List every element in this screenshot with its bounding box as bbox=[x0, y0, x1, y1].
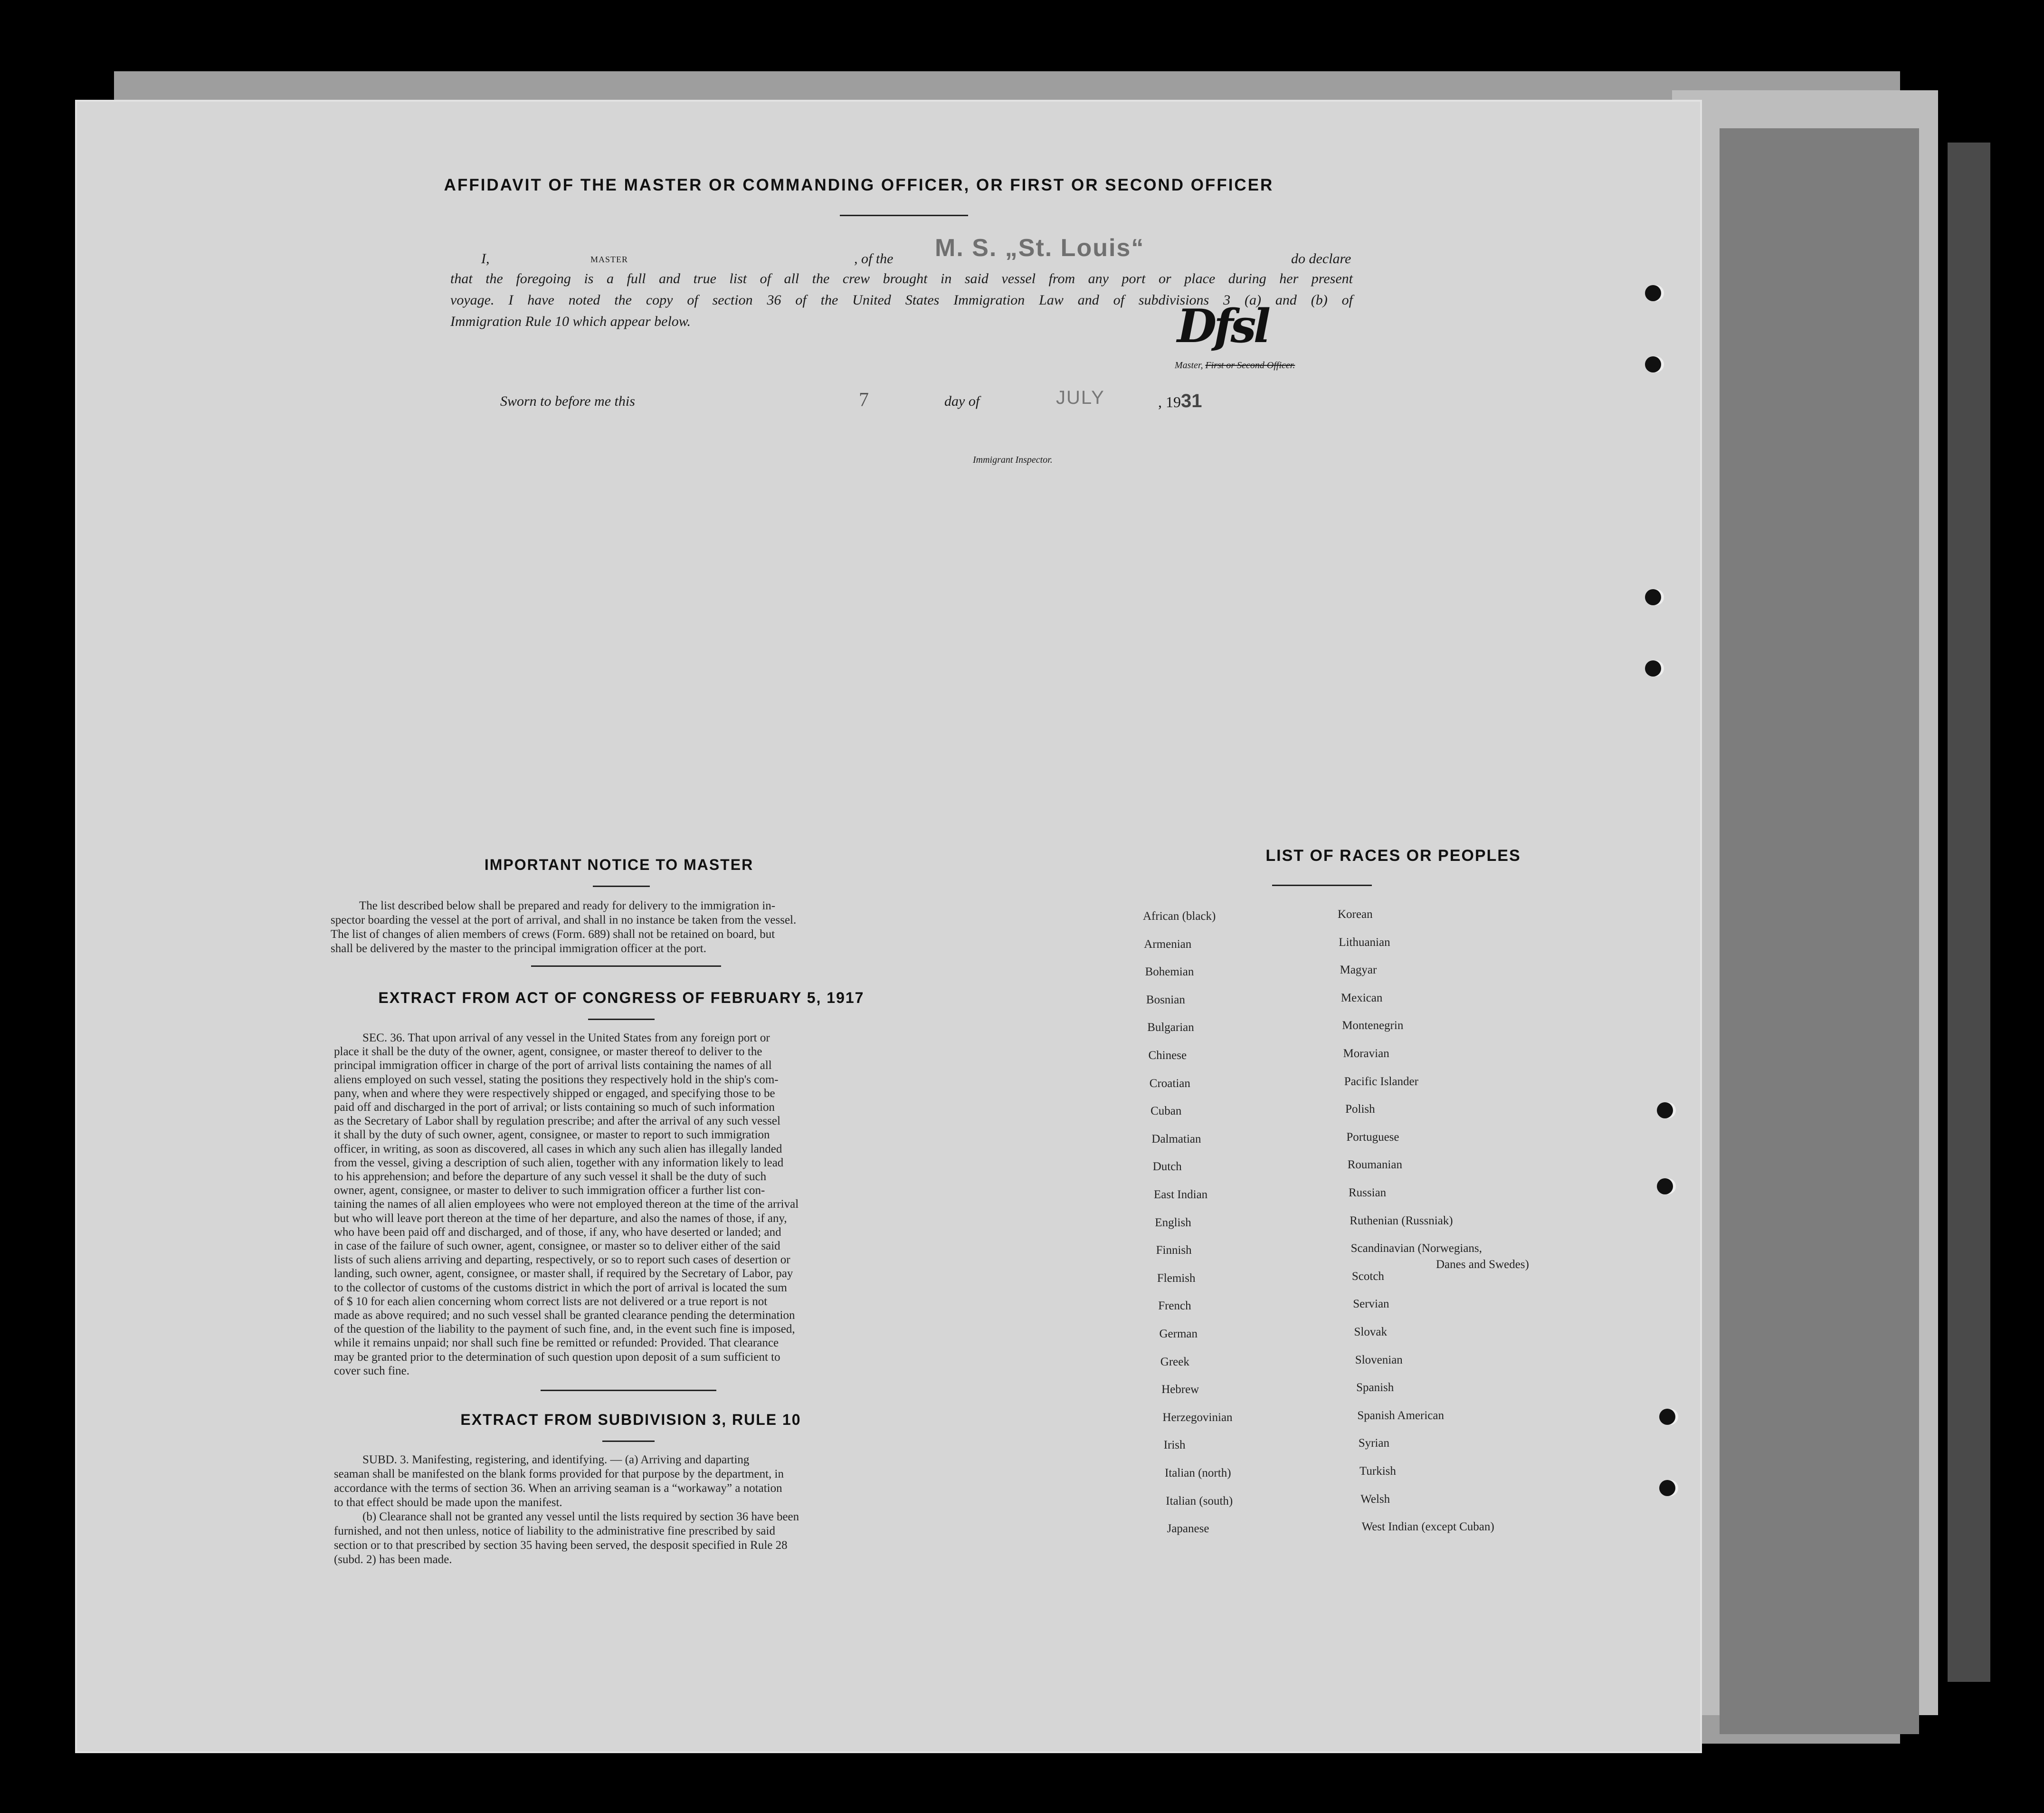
race-item: Ruthenian (Russniak) bbox=[1350, 1214, 1453, 1227]
race-item: Bohemian bbox=[1145, 965, 1194, 979]
race-item: Flemish bbox=[1157, 1271, 1196, 1285]
master-signature: Dfsl bbox=[1177, 299, 1268, 353]
race-item: Dutch bbox=[1152, 1160, 1182, 1174]
race-item: Syrian bbox=[1358, 1437, 1389, 1450]
race-item: Spanish American bbox=[1357, 1409, 1444, 1422]
act-bottom-rule bbox=[541, 1390, 716, 1391]
race-item: Lithuanian bbox=[1339, 935, 1390, 949]
rule-line: furnished, and not then unless, notice of liability to the administrative fine prescribed by said bbox=[334, 1525, 775, 1537]
race-item: Chinese bbox=[1148, 1049, 1187, 1062]
act-line: cover such fine. bbox=[334, 1364, 409, 1377]
act-line: place it shall be the duty of the owner, agent, consignee, or master thereof to deliver to the bbox=[334, 1045, 762, 1059]
sworn-year-suffix: 31 bbox=[1181, 391, 1202, 411]
race-item: Italian (north) bbox=[1165, 1467, 1231, 1479]
affidavit-title: AFFIDAVIT OF THE MASTER OR COMMANDING OFFICER, OR FIRST OR SECOND OFFICER bbox=[444, 176, 1274, 194]
notice-line: shall be delivered by the master to the principal immigration officer at the port. bbox=[331, 942, 706, 955]
race-item: Irish bbox=[1163, 1439, 1186, 1452]
race-item: Cuban bbox=[1150, 1105, 1182, 1118]
act-title-rule bbox=[588, 1019, 655, 1020]
notice-line: The list of changes of alien members of crews (Form. 689) shall not be retained on board, but bbox=[331, 928, 775, 941]
race-item: Japanese bbox=[1167, 1522, 1209, 1536]
signature-caption-struck: First or Second Officer. bbox=[1205, 360, 1295, 371]
race-item: Bosnian bbox=[1146, 993, 1185, 1006]
notice-title-rule bbox=[593, 886, 650, 887]
act-body bbox=[334, 1031, 997, 1378]
race-item: West Indian (except Cuban) bbox=[1361, 1520, 1494, 1534]
sworn-day-of: day of bbox=[944, 393, 980, 409]
affidavit-line1-prefix: I, bbox=[481, 251, 490, 267]
punch-hole bbox=[1659, 1480, 1675, 1496]
act-title: EXTRACT FROM ACT OF CONGRESS OF FEBRUARY 5, 1917 bbox=[378, 989, 865, 1006]
folder-cover bbox=[1720, 128, 1919, 1734]
affidavit-body-line4: Immigration Rule 10 which appear below. bbox=[450, 314, 691, 329]
affidavit-do-declare: do declare bbox=[1291, 251, 1351, 267]
document-page bbox=[75, 100, 1702, 1753]
act-line: in case of the failure of such owner, agent, consignee, or master so to deliver either of the said bbox=[334, 1240, 780, 1253]
race-item: Finnish bbox=[1156, 1244, 1192, 1257]
race-item: Italian (south) bbox=[1166, 1494, 1233, 1508]
act-line: from the vessel, giving a description of such alien, together with any information likely to lead bbox=[334, 1156, 784, 1169]
race-item: French bbox=[1158, 1299, 1191, 1313]
rule-title-rule bbox=[602, 1441, 655, 1442]
punch-hole bbox=[1659, 1409, 1675, 1425]
notice-body bbox=[331, 899, 991, 956]
race-item: East Indian bbox=[1154, 1188, 1208, 1201]
act-line: may be granted prior to the determination of such question upon deposit of a sum sufficient to bbox=[334, 1350, 780, 1364]
rule-line: seaman shall be manifested on the blank forms provided for that purpose by the department, in bbox=[334, 1468, 784, 1480]
punch-hole bbox=[1645, 589, 1661, 605]
act-line: principal immigration officer in charge of the port of arrival lists containing the names of all bbox=[334, 1059, 772, 1072]
race-item: Slovak bbox=[1354, 1326, 1387, 1338]
affidavit-body-line3: voyage. I have noted the copy of section 36 of the United States Immigration Law and of subdivisions 3 (a) and (b) of bbox=[450, 292, 1353, 308]
rule-line: (subd. 2) has been made. bbox=[334, 1553, 452, 1566]
race-item: Korean bbox=[1338, 908, 1373, 921]
race-item: Pacific Islander bbox=[1344, 1075, 1418, 1088]
sworn-year bbox=[1158, 391, 1202, 412]
race-item: Scandinavian (Norwegians, bbox=[1350, 1242, 1482, 1255]
races-title-rule bbox=[1272, 885, 1372, 886]
punch-hole bbox=[1657, 1178, 1673, 1194]
race-item: Croatian bbox=[1149, 1077, 1190, 1090]
race-item: Greek bbox=[1160, 1355, 1189, 1368]
affidavit-body-line2: that the foregoing is a full and true list of all the crew brought in said vessel from any port or place during her present bbox=[450, 271, 1353, 286]
ship-name-stamp: M. S. „St. Louis“ bbox=[935, 234, 1145, 262]
act-line: made as above required; and no such vessel shall be granted clearance pending the determination bbox=[334, 1309, 795, 1322]
sworn-text: Sworn to before me this bbox=[500, 393, 635, 409]
punch-hole bbox=[1645, 660, 1661, 677]
notice-line: The list described below shall be prepared and ready for delivery to the immigration in- bbox=[359, 899, 776, 912]
race-item: German bbox=[1159, 1327, 1198, 1340]
act-line: but who will leave port thereon at the time of her departure, and also the names of those, if any, bbox=[334, 1212, 787, 1225]
act-line: owner, agent, consignee, or master to deliver to such immigration officer a further list con- bbox=[334, 1184, 765, 1197]
act-line: paid off and discharged in the port of arrival; or lists containing so much of such information bbox=[334, 1101, 775, 1114]
race-item: Dalmatian bbox=[1151, 1132, 1201, 1145]
sworn-month: JULY bbox=[1056, 387, 1105, 408]
notice-line: spector boarding the vessel at the port of arrival, and shall in no instance be taken from the vessel. bbox=[331, 914, 797, 926]
race-item: Herzegovinian bbox=[1162, 1411, 1233, 1424]
rule-title: EXTRACT FROM SUBDIVISION 3, RULE 10 bbox=[460, 1411, 801, 1428]
act-line: of the question of the liability to the payment of such fine, and, in the event such fine is imposed, bbox=[334, 1323, 795, 1336]
race-item: Roumanian bbox=[1347, 1158, 1402, 1172]
races-title: LIST OF RACES OR PEOPLES bbox=[1265, 847, 1521, 865]
race-item: English bbox=[1155, 1216, 1191, 1229]
race-item: Mexican bbox=[1340, 991, 1383, 1004]
race-item: Turkish bbox=[1359, 1465, 1396, 1478]
affidavit-role: MASTER bbox=[590, 255, 628, 264]
race-item: Servian bbox=[1353, 1298, 1389, 1311]
affidavit-title-rule bbox=[840, 215, 968, 216]
act-line: SEC. 36. That upon arrival of any vessel in the United States from any foreign port or bbox=[362, 1031, 770, 1044]
race-item: Magyar bbox=[1340, 964, 1377, 977]
race-item: African (black) bbox=[1143, 910, 1216, 923]
race-item: Welsh bbox=[1360, 1492, 1390, 1506]
race-item: Armenian bbox=[1144, 937, 1192, 951]
signature-caption bbox=[1175, 360, 1295, 371]
sworn-year-prefix: , 19 bbox=[1158, 393, 1181, 410]
act-line: to his apprehension; and before the departure of any such vessel it shall be the duty of such bbox=[334, 1170, 767, 1183]
rule-line: to that effect should be made upon the manifest. bbox=[334, 1496, 562, 1509]
punch-hole bbox=[1657, 1102, 1673, 1118]
act-line: who have been paid off and discharged, and of those, if any, who have deserted or landed; and bbox=[334, 1225, 781, 1239]
race-item: Scotch bbox=[1351, 1269, 1384, 1283]
race-item: Slovenian bbox=[1355, 1353, 1403, 1366]
act-line: aliens employed on such vessel, stating the positions they respectively hold in the ship's com- bbox=[334, 1073, 779, 1086]
notice-bottom-rule bbox=[531, 965, 721, 967]
act-line: officer, in writing, as soon as discovered, all cases in which any such alien has illegally landed bbox=[334, 1142, 782, 1155]
rule-line: accordance with the terms of section 36. When an arriving seaman is a “workaway” a notation bbox=[334, 1482, 782, 1495]
sworn-day: 7 bbox=[859, 389, 869, 411]
race-scandinavian-continued: Danes and Swedes) bbox=[1436, 1258, 1529, 1271]
rule-line: section or to that prescribed by section 35 having been served, the desposit specified in Rule 28 bbox=[334, 1539, 788, 1552]
rule-line: (b) Clearance shall not be granted any vessel until the lists required by section 36 have been bbox=[362, 1510, 799, 1523]
act-line: of $ 10 for each alien concerning whom correct lists are not delivered or a true report is not bbox=[334, 1295, 768, 1308]
inspector-caption: Immigrant Inspector. bbox=[973, 455, 1053, 465]
affidavit-of-the: , of the bbox=[854, 251, 894, 267]
act-line: while it remains unpaid; nor shall such fine be remitted or refunded: Provided. That clearance bbox=[334, 1336, 779, 1350]
race-item: Polish bbox=[1345, 1103, 1375, 1116]
folder-edge bbox=[1948, 143, 1990, 1682]
rule-line: SUBD. 3. Manifesting, registering, and identifying. — (a) Arriving and daparting bbox=[362, 1453, 750, 1466]
act-line: to the collector of customs of the customs district in which the port of arrival is located the sum bbox=[334, 1281, 787, 1294]
act-line: landing, such owner, agent, consignee, or master shall, if required by the Secretary of Labor, pay bbox=[334, 1267, 793, 1280]
act-line: it shall by the duty of such owner, agent, consignee, or master to report to such immigration bbox=[334, 1128, 770, 1142]
race-item: Portuguese bbox=[1346, 1130, 1399, 1144]
race-item: Spanish bbox=[1356, 1381, 1394, 1394]
race-item: Hebrew bbox=[1161, 1383, 1199, 1396]
race-item: Bulgarian bbox=[1147, 1021, 1194, 1034]
rule-body bbox=[334, 1453, 1001, 1567]
signature-caption-master: Master, bbox=[1175, 360, 1203, 371]
race-item: Russian bbox=[1349, 1186, 1387, 1199]
notice-title: IMPORTANT NOTICE TO MASTER bbox=[484, 856, 754, 873]
act-line: lists of such aliens arriving and departing, respectively, or so to report such cases of desertion or bbox=[334, 1253, 790, 1267]
punch-hole bbox=[1645, 356, 1661, 372]
act-line: taining the names of all alien employees who were not employed thereon at the time of the arrival bbox=[334, 1198, 799, 1211]
race-item: Montenegrin bbox=[1342, 1019, 1404, 1032]
act-line: as the Secretary of Labor shall by regulation prescribe; and after the arrival of any such vessel bbox=[334, 1115, 780, 1128]
race-item: Moravian bbox=[1343, 1047, 1389, 1060]
act-line: pany, when and where they were respectively shipped or engaged, and specifying those to be bbox=[334, 1087, 775, 1100]
punch-hole bbox=[1645, 285, 1661, 301]
